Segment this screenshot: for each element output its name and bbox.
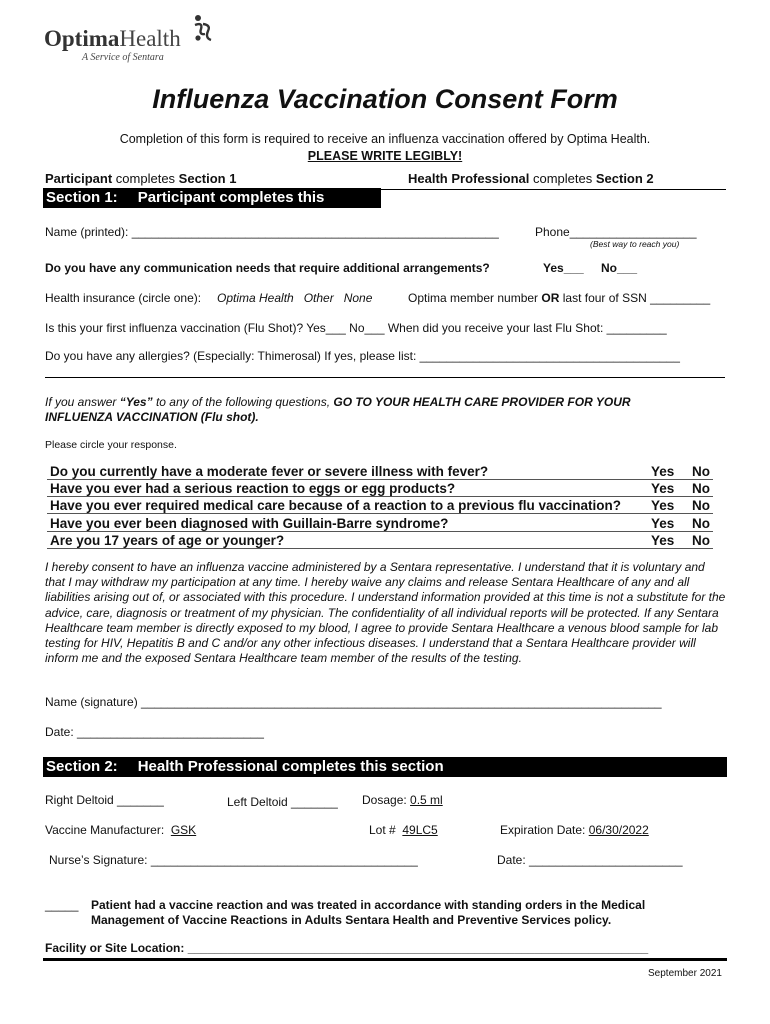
footer-date: September 2021 bbox=[648, 968, 722, 979]
screening-question-text: Have you ever required medical care because of a reaction to a previous flu vaccination? bbox=[50, 498, 621, 514]
answer-no-option[interactable]: No bbox=[692, 498, 710, 514]
question-row-rule bbox=[47, 531, 713, 532]
answer-yes-option[interactable]: Yes bbox=[651, 532, 675, 548]
answer-no-option[interactable]: No bbox=[692, 515, 710, 531]
left-deltoid-field[interactable]: Left Deltoid _______ bbox=[227, 795, 338, 809]
answer-yes-option[interactable]: Yes bbox=[651, 515, 675, 531]
phone-field[interactable]: Phone___________________ bbox=[535, 225, 697, 239]
vaccine-reaction-checkbox[interactable]: _____ bbox=[45, 898, 79, 912]
question-row-rule bbox=[47, 479, 713, 480]
section1-label: Section 1: bbox=[46, 189, 118, 206]
participant-signature-field[interactable]: Name (signature) ______________________________________________________________________________ bbox=[45, 695, 662, 709]
section1-header-bar bbox=[43, 188, 381, 226]
participant-date-field[interactable]: Date: ____________________________ bbox=[45, 725, 264, 739]
screening-question-row bbox=[50, 497, 718, 514]
answer-no-option[interactable]: No bbox=[692, 481, 710, 497]
logo-health-text: Health bbox=[119, 26, 181, 51]
intro-text: Completion of this form is required to receive an influenza vaccination offered by Optima Health. bbox=[119, 132, 651, 146]
allergies-question[interactable]: Do you have any allergies? (Especially: Thimerosal) If yes, please list: _______________________________________ bbox=[45, 349, 680, 363]
question-row-rule bbox=[47, 548, 713, 549]
communication-needs-question: Do you have any communication needs that require additional arrangements? bbox=[45, 261, 490, 275]
section1-heading: Participant completes this section bbox=[46, 189, 325, 226]
vaccine-reaction-line2: Management of Vaccine Reactions in Adults Sentara Health and Preventive Services policy. bbox=[91, 913, 612, 927]
health-insurance-label: Health insurance (circle one): bbox=[45, 291, 202, 305]
screening-question-row bbox=[50, 480, 718, 497]
section2-header-bar bbox=[43, 757, 727, 777]
communication-no-option[interactable]: No___ bbox=[601, 261, 638, 275]
yes-instruction-line2: INFLUENZA VACCINATION (Flu shot). bbox=[45, 410, 259, 424]
section2-heading: Health Professional completes this section bbox=[137, 758, 444, 775]
section2-label: Section 2: bbox=[46, 758, 118, 775]
first-flu-shot-question[interactable]: Is this your first influenza vaccination (Flu Shot)? Yes___ No___ When did you receive your last Flu Shot: _________ bbox=[45, 321, 667, 335]
screening-question-text: Have you ever been diagnosed with Guillain-Barre syndrome? bbox=[50, 515, 449, 531]
dosage-field[interactable]: Dosage: 0.5 ml bbox=[362, 793, 443, 807]
nurse-date-field[interactable]: Date: _______________________ bbox=[497, 853, 683, 867]
question-row-rule bbox=[47, 513, 713, 514]
answer-no-option[interactable]: No bbox=[692, 532, 710, 548]
answer-yes-option[interactable]: Yes bbox=[651, 464, 675, 479]
question-row-rule bbox=[47, 496, 713, 497]
optima-health-logo bbox=[44, 26, 181, 52]
screening-question-row bbox=[50, 515, 718, 532]
right-deltoid-field[interactable]: Right Deltoid _______ bbox=[45, 793, 164, 807]
communication-yes-option[interactable]: Yes___ bbox=[543, 261, 584, 275]
facility-location-field[interactable]: Facility or Site Location: _____________________________________________________________________ bbox=[45, 941, 649, 955]
logo-tagline: A Service of Sentara bbox=[82, 52, 164, 63]
answer-yes-option[interactable]: Yes bbox=[651, 481, 675, 497]
circle-response-note: Please circle your response. bbox=[45, 439, 177, 451]
name-printed-field[interactable]: Name (printed): _______________________________________________________ bbox=[45, 225, 499, 239]
vaccine-manufacturer-field[interactable]: Vaccine Manufacturer: GSK bbox=[45, 823, 197, 837]
member-number-field[interactable]: Optima member number OR last four of SSN _________ bbox=[408, 291, 711, 305]
section1-header-rule bbox=[381, 189, 726, 190]
participant-completes-label: Participant completes Section 1 bbox=[45, 171, 237, 186]
phone-hint: (Best way to reach you) bbox=[590, 239, 680, 249]
screening-question-text: Do you currently have a moderate fever or severe illness with fever? bbox=[50, 464, 489, 479]
consent-paragraph: I hereby consent to have an influenza vaccine administered by a Sentara representative. I understand that it is voluntary and that I may withdraw my participation at any time. I hereby waive any claims and release Sentara Healthcare of any and all liabilities arising out of, or associated with this procedure. I understand information provided at this time is not a substitute for the advice, care, diagnosis or treatment of my physician. The confidentiality of all individual reports will be protected. If any Sentara Healthcare team member is directly exposed to my blood, I agree to provide Sentara Healthcare a venous blood sample for lab testing for HIV, Hepatitis B and C and/or any other infectious diseases. I understand that a Sentara Healthcare provider will inform me and the exposed Sentara Healthcare team member of the results of the testing. bbox=[45, 560, 726, 666]
screening-question-text: Have you ever had a serious reaction to eggs or egg products? bbox=[50, 481, 456, 497]
health-insurance-options[interactable]: Optima Health Other None bbox=[217, 291, 373, 305]
screening-question-text: Are you 17 years of age or younger? bbox=[50, 532, 285, 548]
footer-divider bbox=[43, 958, 727, 961]
allergies-continuation-line[interactable] bbox=[45, 377, 725, 378]
screening-question-row bbox=[50, 532, 718, 549]
yes-instruction-line1: If you answer “Yes” to any of the following questions, GO TO YOUR HEALTH CARE PROVIDER FOR YOUR bbox=[45, 395, 631, 409]
hp-completes-label: Health Professional completes Section 2 bbox=[408, 171, 654, 186]
logo-optima-text: Optima bbox=[44, 26, 120, 51]
expiration-date-field[interactable]: Expiration Date: 06/30/2022 bbox=[500, 823, 649, 837]
screening-question-row bbox=[50, 463, 718, 480]
write-legibly-note: PLEASE WRITE LEGIBLY! bbox=[307, 149, 463, 163]
vaccine-reaction-line1: Patient had a vaccine reaction and was treated in accordance with standing orders in the Medical bbox=[91, 898, 646, 912]
answer-no-option[interactable]: No bbox=[692, 464, 710, 479]
sentara-logo-icon bbox=[189, 14, 215, 44]
page-title: Influenza Vaccination Consent Form bbox=[152, 84, 618, 114]
nurse-signature-field[interactable]: Nurse’s Signature: ________________________________________ bbox=[49, 853, 418, 867]
answer-yes-option[interactable]: Yes bbox=[651, 498, 675, 514]
lot-number-field[interactable]: Lot # 49LC5 bbox=[369, 823, 438, 837]
